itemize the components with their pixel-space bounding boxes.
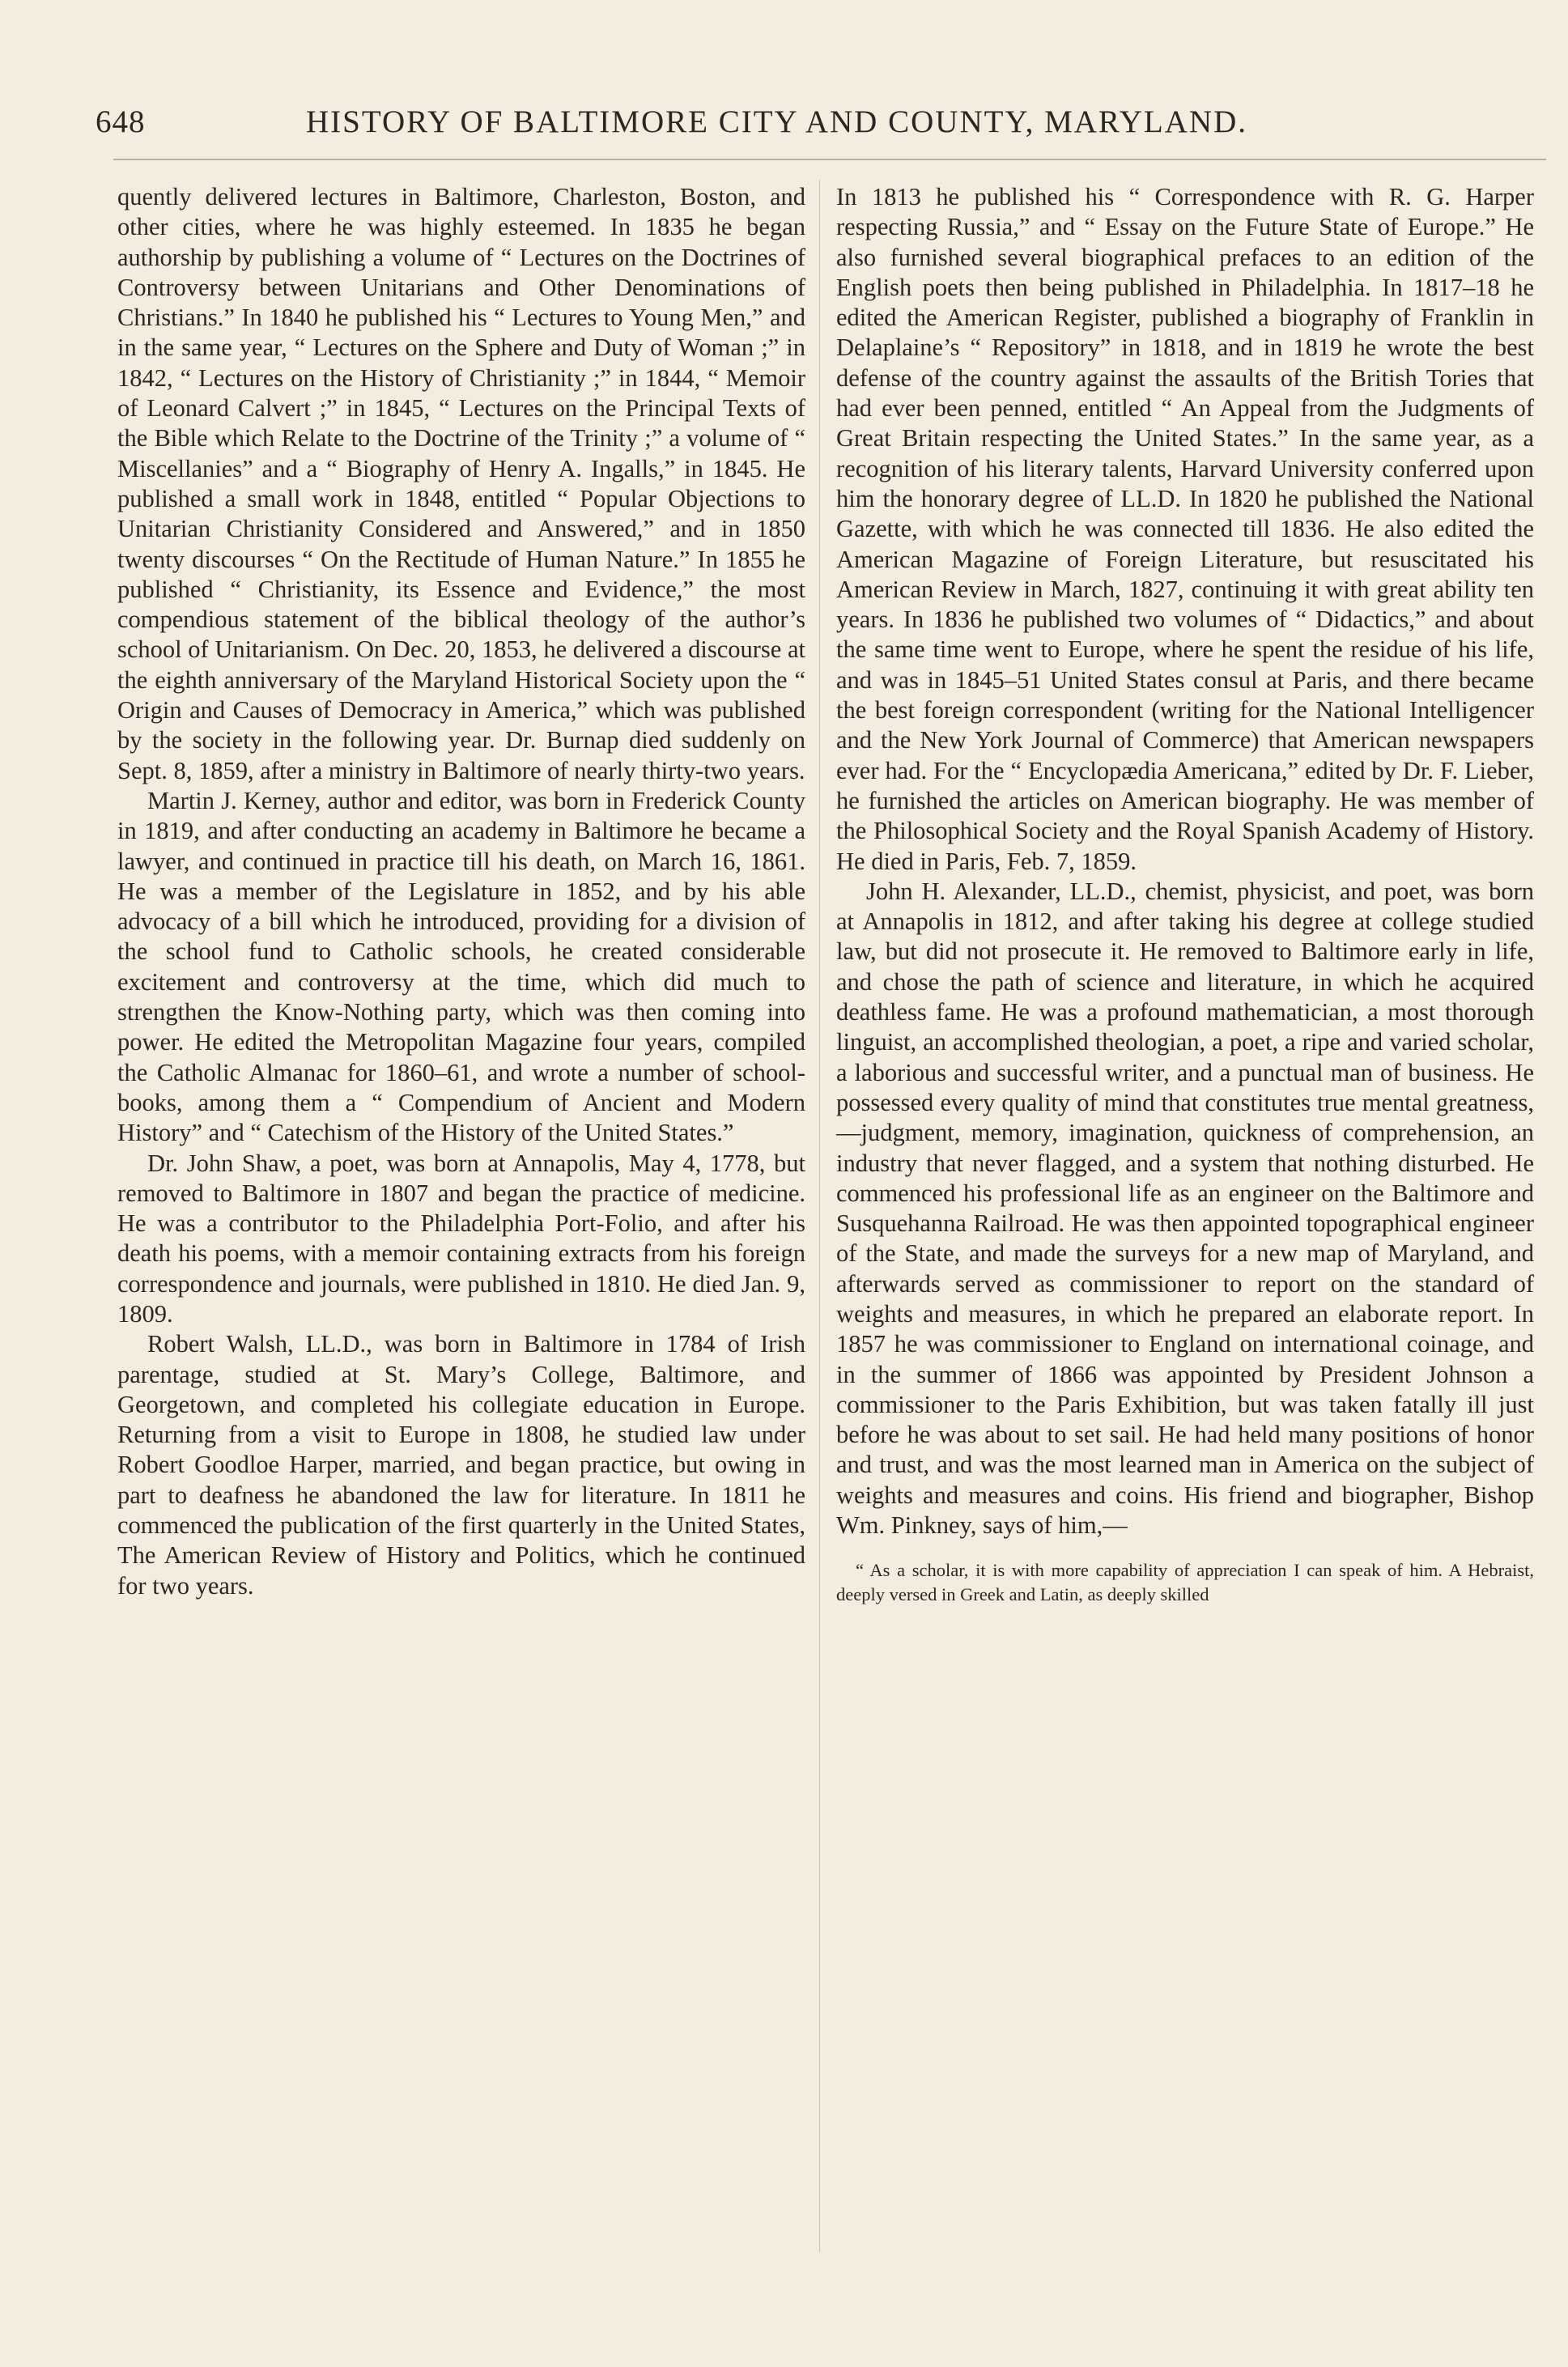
column-divider: [819, 180, 820, 2252]
paragraph: quently delivered lectures in Baltimore, Charleston, Boston, and other cities, where he was highly esteemed. In 1835 he began authorship by publishing a volume of “ Lectures on the Doctrines of Controversy between Unitarians and Other Denominations of Christians.” In 1840 he published his “ Lectures to Young Men,” and in the same year, “ Lectures on the Sphere and Duty of Woman ;” in 1842, “ Lectures on the History of Christianity ;” in 1844, “ Memoir of Leonard Calvert ;” in 1845, “ Lectures on the Principal Texts of the Bible which Relate to the Doctrine of the Trinity ;” a volume of “ Miscellanies” and a “ Biography of Henry A. Ingalls,” in 1845. He published a small work in 1848, entitled “ Popular Objections to Unitarian Christianity Considered and Answered,” and in 1850 twenty discourses “ On the Rectitude of Human Nature.” In 1855 he published “ Christianity, its Essence and Evidence,” the most compendious statement of the biblical theology of the author’s school of Unitarianism. On Dec. 20, 1853, he delivered a discourse at the eighth anniversary of the Maryland Historical Society upon the “ Origin and Causes of Democracy in America,” which was published by the society in the following year. Dr. Burnap died suddenly on Sept. 8, 1859, after a ministry in Baltimore of nearly thirty-two years.: [117, 183, 805, 784]
page-header: [96, 104, 1520, 152]
right-column: [836, 182, 1534, 1607]
footnote: “ As a scholar, it is with more capability of appreciation I can speak of him. A Hebraist, deeply versed in Greek and Latin, as deeply skilled: [836, 1560, 1534, 1605]
paragraph: In 1813 he published his “ Correspondence with R. G. Harper respecting Russia,” and “ Essay on the Future State of Europe.” He also furnished several biographical prefaces to an edition of the English poets then being published in Philadelphia. In 1817–18 he edited the American Register, published a biography of Franklin in Delaplaine’s “ Repository” in 1818, and in 1819 he wrote the best defense of the country against the assaults of the British Tories that had ever been penned, entitled “ An Appeal from the Judgments of Great Britain respecting the United States.” In the same year, as a recognition of his literary talents, Harvard University conferred upon him the honorary degree of LL.D. In 1820 he published the National Gazette, with which he was connected till 1836. He also edited the American Magazine of Foreign Literature, but resuscitated his American Review in March, 1827, continuing it with great ability ten years. In 1836 he published two volumes of “ Didactics,” and about the same time went to Europe, where he spent the residue of his life, and was in 1845–51 United States consul at Paris, and there became the best foreign correspondent (writing for the National Intelligencer and the New York Journal of Commerce) that American newspapers ever had. For the “ Encyclopædia Americana,” edited by Dr. F. Lieber, he furnished the articles on American biography. He was member of the Philosophical Society and the Royal Spanish Academy of History. He died in Paris, Feb. 7, 1859.: [836, 183, 1534, 875]
page-number: 648: [96, 104, 146, 139]
running-title: HISTORY OF BALTIMORE CITY AND COUNTY, MARYLAND.: [306, 104, 1247, 139]
paragraph: John H. Alexander, LL.D., chemist, physicist, and poet, was born at Annapolis in 1812, and after taking his degree at college studied law, but did not prosecute it. He removed to Baltimore early in life, and chose the path of science and literature, in which he acquired deathless fame. He was a profound mathematician, a most thorough linguist, an accomplished theologian, a poet, a ripe and varied scholar, a laborious and successful writer, and a punctual man of business. He possessed every quality of mind that constitutes true mental greatness,—judgment, memory, imagination, quickness of comprehension, an industry that never flagged, and a system that nothing disturbed. He commenced his professional life as an engineer on the Baltimore and Susquehanna Railroad. He was then appointed topographical engineer of the State, and made the surveys for a new map of Maryland, and afterwards served as commissioner to report on the standard of weights and measures, in which he prepared an elaborate report. In 1857 he was commissioner to England on international coinage, and in the summer of 1866 was appointed by President Johnson a commissioner to the Paris Exhibition, but was taken fatally ill just before he was about to set sail. He had held many positions of honor and trust, and was the most learned man in America on the subject of weights and measures and coins. His friend and biographer, Bishop Wm. Pinkney, says of him,—: [836, 877, 1534, 1540]
paragraph: Robert Walsh, LL.D., was born in Baltimore in 1784 of Irish parentage, studied at St. Mary’s College, Baltimore, and Georgetown, and completed his collegiate education in Europe. Returning from a visit to Europe in 1808, he studied law under Robert Goodloe Harper, married, and began practice, but owing in part to deafness he abandoned the law for literature. In 1811 he commenced the publication of the first quarterly in the United States, The American Review of History and Politics, which he continued for two years.: [117, 1330, 805, 1600]
paragraph: Dr. John Shaw, a poet, was born at Annapolis, May 4, 1778, but removed to Baltimore in 1807 and began the practice of medicine. He was a contributor to the Philadelphia Port-Folio, and after his death his poems, with a memoir containing extracts from his foreign correspondence and journals, were published in 1810. He died Jan. 9, 1809.: [117, 1149, 805, 1328]
header-rule: [113, 159, 1546, 160]
left-column: [117, 182, 805, 1601]
paragraph: Martin J. Kerney, author and editor, was born in Frederick County in 1819, and after conducting an academy in Baltimore he became a lawyer, and continued in practice till his death, on March 16, 1861. He was a member of the Legislature in 1852, and by his able advocacy of a bill which he introduced, providing for a division of the school fund to Catholic schools, he created considerable excitement and controversy at the time, which did much to strengthen the Know-Nothing party, which was then coming into power. He edited the Metropolitan Magazine four years, compiled the Catholic Almanac for 1860–61, and wrote a number of school-books, among them a “ Compendium of Ancient and Modern History” and “ Catechism of the History of the United States.”: [117, 786, 805, 1147]
